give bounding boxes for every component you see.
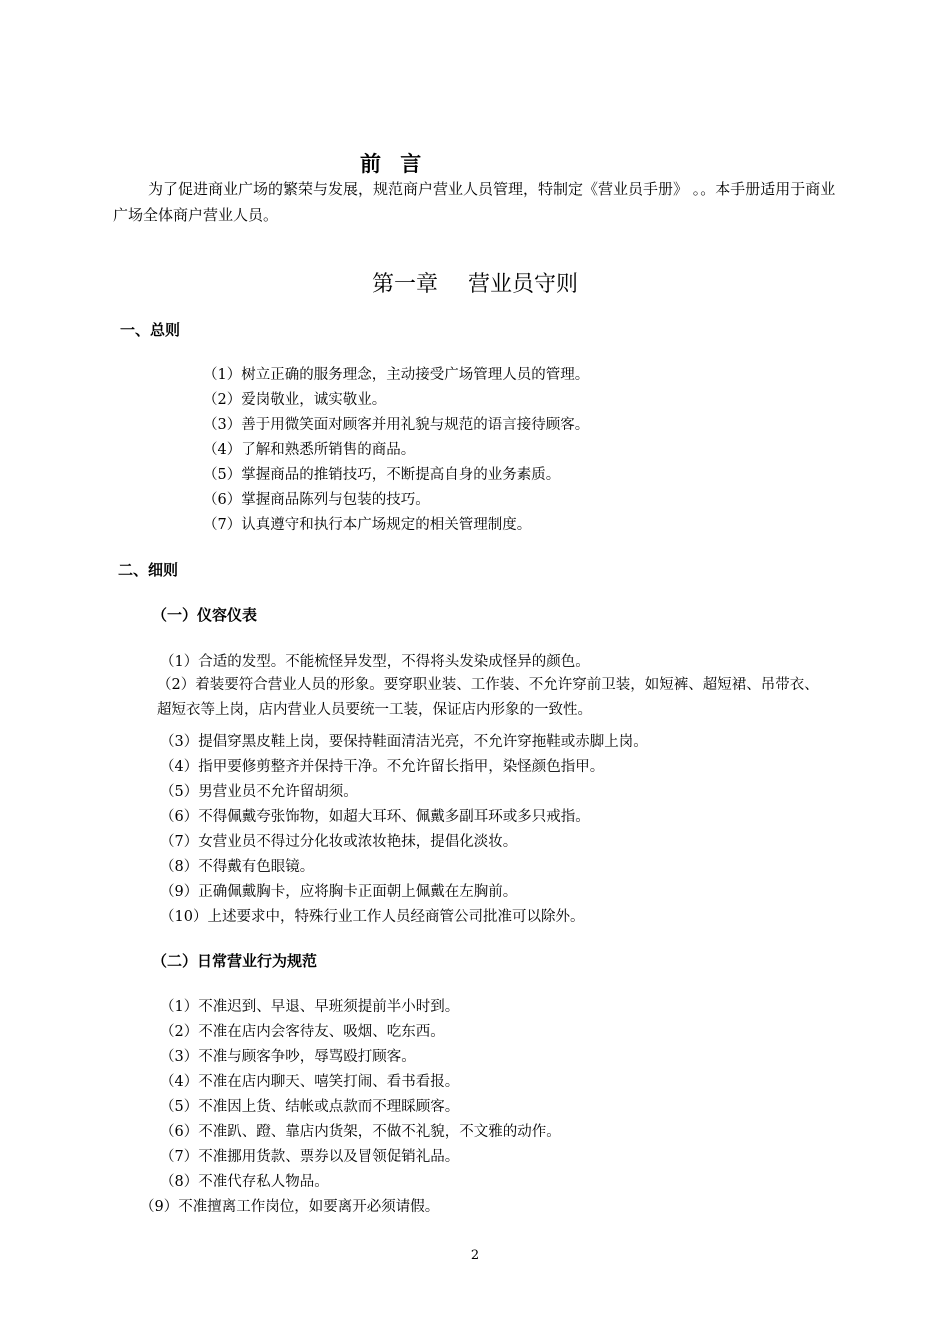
appearance-item: （9）正确佩戴胸卡，应将胸卡正面朝上佩戴在左胸前。 xyxy=(160,884,518,900)
chapter-number: 第一章 xyxy=(371,272,438,297)
appearance-item: （8）不得戴有色眼镜。 xyxy=(160,859,315,875)
appearance-item: （7）女营业员不得过分化妆或浓妆艳抹，提倡化淡妆。 xyxy=(160,834,518,850)
appearance-item: （6）不得佩戴夸张饰物，如超大耳环、佩戴多副耳环或多只戒指。 xyxy=(160,809,590,825)
conduct-item: （2）不准在店内会客待友、吸烟、吃东西。 xyxy=(160,1024,445,1040)
preface-body: 为了促进商业广场的繁荣与发展，规范商户营业人员管理，特制定《营业员手册》 。。本手册适用于商业广场全体商户营业人员。 xyxy=(113,180,836,224)
appearance-item: （3）提倡穿黑皮鞋上岗，要保持鞋面清洁光亮，不允许穿拖鞋或赤脚上岗。 xyxy=(160,734,648,750)
general-item: （6）掌握商品陈列与包装的技巧。 xyxy=(203,492,430,508)
appearance-item: （1）合适的发型。不能梳怪异发型，不得将头发染成怪异的颜色。 xyxy=(160,654,590,670)
conduct-item: （5）不准因上货、结帐或点款而不理睬顾客。 xyxy=(160,1099,460,1115)
preface-title: 前 言 xyxy=(360,151,428,176)
conduct-item: （3）不准与顾客争吵，辱骂殴打顾客。 xyxy=(160,1049,416,1065)
general-heading: 一、总则 xyxy=(120,321,181,339)
conduct-heading: （二）日常营业行为规范 xyxy=(152,952,318,970)
general-item: （3）善于用微笑面对顾客并用礼貌与规范的语言接待顾客。 xyxy=(203,417,590,433)
appearance-item: （2）着装要符合营业人员的形象。要穿职业装、工作装、不允许穿前卫装，如短裤、超短裙、吊带衣、超短衣等上岗，店内营业人员要统一工装，保证店内形象的一致性。 xyxy=(157,677,819,718)
conduct-item: （8）不准代存私人物品。 xyxy=(160,1174,329,1190)
chapter-title xyxy=(0,267,950,298)
conduct-item: （4）不准在店内聊天、嘻笑打闹、看书看报。 xyxy=(160,1074,460,1090)
general-item: （1）树立正确的服务理念，主动接受广场管理人员的管理。 xyxy=(203,367,590,383)
appearance-heading: （一）仪容仪表 xyxy=(152,606,258,624)
appearance-item: （5）男营业员不允许留胡须。 xyxy=(160,784,358,800)
general-item: （7）认真遵守和执行本广场规定的相关管理制度。 xyxy=(203,517,532,533)
appearance-item: （10）上述要求中，特殊行业工作人员经商管公司批准可以除外。 xyxy=(160,909,585,925)
conduct-item: （1）不准迟到、早退、早班须提前半小时到。 xyxy=(160,999,460,1015)
conduct-item: （7）不准挪用货款、票券以及冒领促销礼品。 xyxy=(160,1149,460,1165)
chapter-name: 营业员守则 xyxy=(468,272,579,297)
general-item: （4）了解和熟悉所销售的商品。 xyxy=(203,442,416,458)
page-number: 2 xyxy=(470,1248,480,1263)
conduct-item: （9）不准擅离工作岗位，如要离开必须请假。 xyxy=(140,1199,440,1215)
details-heading: 二、细则 xyxy=(118,561,179,579)
appearance-item: （4）指甲要修剪整齐并保持干净。不允许留长指甲，染怪颜色指甲。 xyxy=(160,759,605,775)
general-item: （5）掌握商品的推销技巧，不断提高自身的业务素质。 xyxy=(203,467,561,483)
conduct-item: （6）不准趴、蹬、靠店内货架，不做不礼貌，不文雅的动作。 xyxy=(160,1124,561,1140)
general-item: （2）爱岗敬业，诚实敬业。 xyxy=(203,392,387,408)
